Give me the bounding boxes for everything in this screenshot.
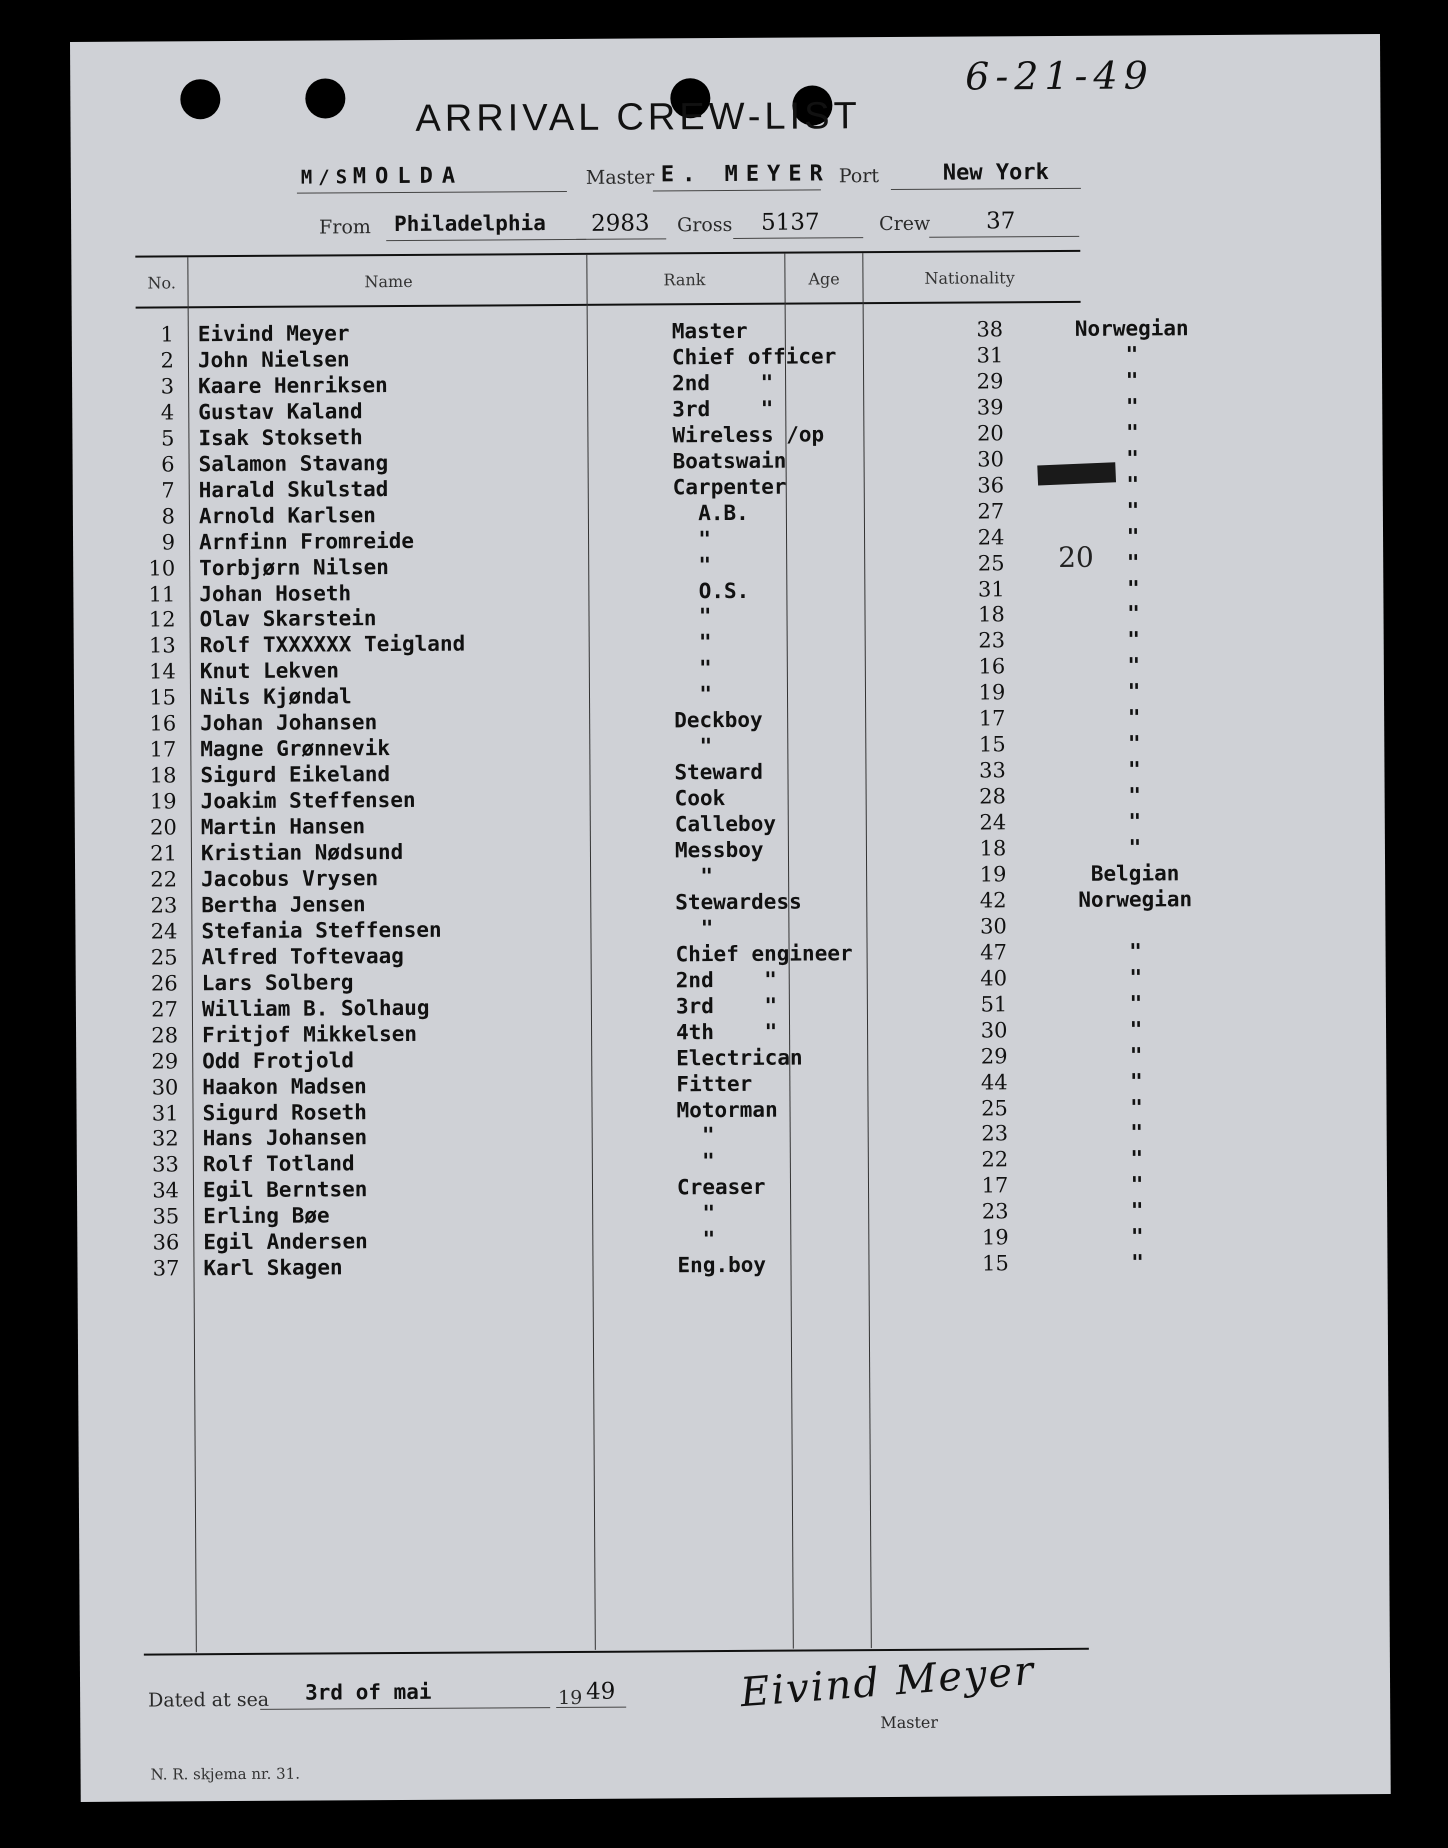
crew-rank: Eng.boy bbox=[677, 1252, 767, 1278]
crew-name: Stefania Steffensen bbox=[201, 917, 442, 944]
crew-number: 22 bbox=[150, 867, 178, 892]
crew-number: 34 bbox=[152, 1178, 180, 1203]
crew-nationality: " bbox=[1127, 679, 1141, 704]
crew-rank: Deckboy bbox=[674, 708, 763, 733]
redaction-mark bbox=[1037, 462, 1116, 485]
crew-rank: " bbox=[677, 1227, 716, 1252]
crew-number: 31 bbox=[151, 1100, 179, 1126]
crew-rank: " bbox=[674, 734, 713, 759]
crew-number: 14 bbox=[149, 659, 176, 684]
crew-name: Kristian Nødsund bbox=[200, 839, 404, 866]
crew-number: 17 bbox=[149, 737, 177, 762]
crew-name: Erling Bøe bbox=[203, 1203, 330, 1229]
crew-nationality: " bbox=[1129, 1043, 1143, 1068]
crew-age: 23 bbox=[981, 1121, 1009, 1146]
crew-age: 16 bbox=[978, 654, 1006, 679]
crew-number: 26 bbox=[150, 971, 178, 996]
crew-name: Sigurd Eikeland bbox=[200, 762, 391, 788]
crew-number: 4 bbox=[160, 400, 175, 425]
crew-number: 25 bbox=[150, 945, 178, 970]
crew-age: 20 bbox=[976, 421, 1004, 446]
crew-age: 15 bbox=[982, 1251, 1009, 1276]
crew-label: Crew bbox=[879, 212, 931, 236]
crew-number: 27 bbox=[151, 997, 178, 1022]
crew-nationality: " bbox=[1128, 835, 1142, 860]
crew-number: 29 bbox=[151, 1048, 179, 1074]
crew-nationality: " bbox=[1130, 1120, 1144, 1145]
crew-age: 22 bbox=[981, 1147, 1009, 1172]
crew-rank: Chief officer bbox=[671, 344, 837, 370]
crew-age: 24 bbox=[979, 810, 1007, 835]
crew-nationality: " bbox=[1126, 420, 1139, 445]
crew-rank: Messboy bbox=[674, 837, 764, 863]
crew-rank: Creaser bbox=[676, 1175, 766, 1200]
crew-name: Egil Andersen bbox=[203, 1229, 368, 1255]
crew-number: 20 bbox=[149, 815, 177, 840]
from-underline bbox=[386, 239, 586, 241]
crew-number: 13 bbox=[148, 633, 176, 658]
gross-underline bbox=[733, 237, 863, 239]
crew-rank: 2nd " bbox=[675, 967, 777, 993]
crew-age: 29 bbox=[976, 369, 1004, 394]
crew-nationality: " bbox=[1129, 965, 1143, 990]
year-underline bbox=[556, 1707, 626, 1708]
crew-name: Lars Solberg bbox=[201, 970, 354, 995]
crew-number: 35 bbox=[152, 1204, 180, 1229]
master-name: E. MEYER bbox=[660, 161, 831, 188]
crew-nationality: " bbox=[1126, 550, 1140, 575]
crew-number: 2 bbox=[160, 348, 175, 373]
crew-age: 18 bbox=[978, 602, 1005, 627]
crew-rank: 4th " bbox=[675, 1019, 778, 1044]
crew-rank: " bbox=[675, 915, 714, 941]
crew-rank: " bbox=[673, 604, 712, 629]
port-label: Port bbox=[838, 165, 880, 188]
dated-label: Dated at sea bbox=[148, 1688, 270, 1712]
received-date-stamp: 6-21-49 bbox=[965, 53, 1154, 99]
crew-number: 18 bbox=[149, 763, 177, 788]
crew-age: 47 bbox=[980, 940, 1008, 965]
crew-name: John Nielsen bbox=[197, 347, 350, 373]
crew-number: 37 bbox=[152, 1256, 180, 1281]
crew-name: Rolf TXXXXXX Teigland bbox=[199, 631, 466, 658]
crew-age: 30 bbox=[980, 1017, 1008, 1043]
crew-nationality: " bbox=[1129, 1017, 1143, 1042]
crew-nationality: " bbox=[1129, 1069, 1143, 1094]
crew-age: 30 bbox=[979, 914, 1007, 939]
vessel-underline bbox=[297, 191, 567, 194]
crew-number: 32 bbox=[151, 1126, 179, 1151]
crew-rank: Cook bbox=[674, 786, 726, 811]
master-signature: Eivind Meyer bbox=[738, 1647, 1037, 1717]
crew-number: 9 bbox=[161, 529, 176, 555]
crew-name: Torbjørn Nilsen bbox=[199, 554, 389, 580]
crew-rank: " bbox=[673, 656, 712, 681]
signature-label: Master bbox=[880, 1712, 939, 1733]
crew-nationality: " bbox=[1127, 705, 1141, 730]
year-value: 49 bbox=[586, 1678, 616, 1705]
crew-rank: Stewardess bbox=[675, 889, 802, 915]
crew-age: 31 bbox=[976, 343, 1004, 368]
crew-name: Salamon Stavang bbox=[198, 450, 389, 476]
crew-number: 12 bbox=[148, 607, 176, 632]
net-value: 2983 bbox=[591, 210, 650, 237]
crew-name: Martin Hansen bbox=[200, 814, 366, 840]
crew-rank: " bbox=[677, 1201, 716, 1226]
crew-name: Odd Frotjold bbox=[202, 1047, 355, 1073]
crew-nationality: " bbox=[1127, 601, 1140, 626]
column-header-nationality: Nationality bbox=[924, 268, 1015, 288]
crew-rank: 2nd " bbox=[672, 370, 774, 396]
from-label: From bbox=[319, 216, 371, 239]
gross-value: 5137 bbox=[761, 209, 820, 236]
crew-nationality: " bbox=[1125, 394, 1139, 419]
crew-nationality: Norwegian bbox=[1078, 887, 1193, 912]
crew-name: Kaare Henriksen bbox=[198, 372, 388, 399]
port-underline bbox=[891, 188, 1081, 190]
crew-number: 36 bbox=[152, 1230, 180, 1255]
crew-rank: " bbox=[676, 1149, 715, 1174]
crew-name: Alfred Toftevaag bbox=[201, 943, 404, 970]
crew-age: 19 bbox=[981, 1225, 1009, 1250]
crew-rank: O.S. bbox=[673, 578, 750, 603]
crew-name: Bertha Jensen bbox=[201, 892, 366, 918]
crew-nationality bbox=[1065, 912, 1205, 913]
crew-nationality: " bbox=[1130, 1224, 1144, 1249]
crew-name: Jacobus Vrysen bbox=[201, 866, 379, 892]
crew-rank: A.B. bbox=[672, 500, 749, 525]
crew-nationality: " bbox=[1127, 731, 1141, 756]
crew-rank: " bbox=[673, 682, 713, 707]
crew-number: 8 bbox=[161, 504, 175, 529]
crew-age: 51 bbox=[980, 991, 1008, 1017]
crew-age: 25 bbox=[981, 1095, 1008, 1120]
crew-name: Hans Johansen bbox=[202, 1125, 368, 1151]
crew-nationality: " bbox=[1126, 498, 1140, 523]
dated-value: 3rd of mai bbox=[305, 1679, 432, 1705]
crew-nationality: " bbox=[1129, 939, 1142, 964]
crew-rank: Wireless /op bbox=[672, 422, 825, 448]
crew-name: Karl Skagen bbox=[203, 1255, 343, 1281]
crew-name: Eivind Meyer bbox=[197, 321, 350, 347]
crew-name: Knut Lekven bbox=[199, 658, 339, 684]
crew-nationality: " bbox=[1129, 991, 1143, 1016]
crew-name: Rolf Totland bbox=[202, 1151, 355, 1177]
crew-nationality: " bbox=[1125, 368, 1139, 393]
crew-nationality: " bbox=[1125, 342, 1139, 367]
crew-name: Nils Kjøndal bbox=[199, 684, 352, 710]
crew-age: 23 bbox=[981, 1199, 1009, 1224]
crew-rank: Boatswain bbox=[672, 448, 787, 474]
crew-number: 6 bbox=[161, 452, 175, 477]
crew-number: 11 bbox=[148, 581, 176, 607]
crew-name: Joakim Steffensen bbox=[200, 787, 416, 814]
crew-age: 19 bbox=[979, 862, 1007, 887]
crew-count: 37 bbox=[986, 208, 1016, 235]
crew-number: 33 bbox=[152, 1152, 179, 1177]
crew-nationality: Belgian bbox=[1090, 861, 1180, 886]
crew-rank: " bbox=[676, 1123, 715, 1148]
master-label: Master bbox=[585, 166, 655, 189]
crew-rank: Carpenter bbox=[672, 474, 787, 500]
crew-age: 29 bbox=[980, 1043, 1008, 1069]
crew-nationality: " bbox=[1127, 653, 1141, 678]
crew-number: 5 bbox=[160, 426, 175, 451]
crew-rank: 3rd " bbox=[672, 396, 774, 422]
crew-number: 19 bbox=[149, 789, 177, 814]
crew-nationality: " bbox=[1126, 446, 1139, 471]
crew-nationality: " bbox=[1127, 627, 1141, 652]
crew-name: Gustav Kaland bbox=[198, 399, 363, 425]
margin-note: 20 bbox=[1058, 540, 1094, 574]
crew-name: Arnold Karlsen bbox=[198, 502, 376, 528]
crew-nationality: " bbox=[1130, 1094, 1143, 1120]
crew-nationality: " bbox=[1128, 783, 1142, 808]
crew-number: 10 bbox=[148, 555, 176, 581]
crew-age: 42 bbox=[979, 888, 1007, 913]
crew-rank: Motorman bbox=[676, 1097, 778, 1122]
crew-nationality: " bbox=[1130, 1172, 1144, 1197]
crew-name: Arnfinn Fromreide bbox=[198, 528, 415, 554]
from-value: Philadelphia bbox=[394, 211, 546, 237]
crew-age: 17 bbox=[978, 706, 1006, 731]
table-top-rule bbox=[135, 250, 1080, 258]
form-reference: N. R. skjema nr. 31. bbox=[150, 1764, 300, 1784]
crew-rank: Master bbox=[671, 318, 748, 344]
crew-number: 30 bbox=[151, 1074, 179, 1100]
crew-age: 30 bbox=[977, 447, 1004, 472]
crew-age: 44 bbox=[980, 1069, 1008, 1095]
crew-age: 28 bbox=[979, 784, 1007, 809]
crew-age: 31 bbox=[977, 576, 1005, 601]
crew-rank: " bbox=[673, 552, 712, 577]
crew-name: Isak Stokseth bbox=[198, 425, 363, 451]
crew-number: 21 bbox=[150, 841, 178, 866]
crew-rank: " bbox=[673, 630, 712, 655]
crew-rank: Electrican bbox=[676, 1045, 803, 1070]
column-header-age: Age bbox=[808, 269, 840, 289]
crew-number: 24 bbox=[150, 919, 178, 944]
crew-name: Haakon Madsen bbox=[202, 1073, 367, 1099]
crew-number: 16 bbox=[149, 711, 177, 736]
crew-number: 1 bbox=[160, 322, 174, 347]
crew-list-document bbox=[70, 34, 1391, 1802]
crew-nationality: " bbox=[1128, 757, 1141, 782]
crew-name: Egil Berntsen bbox=[202, 1177, 368, 1203]
crew-name: Olav Skarstein bbox=[199, 606, 377, 632]
page-title: ARRIVAL CREW-LIST bbox=[415, 95, 861, 140]
crew-age: 39 bbox=[976, 395, 1004, 420]
crew-rank: Fitter bbox=[676, 1071, 753, 1096]
crew-rank: Chief engineer bbox=[675, 941, 853, 967]
crew-name: William B. Solhaug bbox=[201, 995, 430, 1021]
crew-number: 7 bbox=[161, 478, 175, 503]
crew-age: 38 bbox=[976, 317, 1004, 342]
crew-nationality: Norwegian bbox=[1074, 316, 1189, 341]
crew-rank: Calleboy bbox=[674, 811, 777, 837]
crew-age: 23 bbox=[978, 628, 1006, 653]
vessel-name: MOLDA bbox=[352, 163, 465, 190]
crew-rank: Steward bbox=[674, 759, 764, 785]
crew-underline bbox=[929, 236, 1079, 238]
crew-age: 25 bbox=[977, 550, 1005, 576]
column-header-no: No. bbox=[147, 273, 176, 293]
crew-age: 19 bbox=[978, 680, 1006, 705]
crew-number: 15 bbox=[149, 685, 177, 710]
net-underline bbox=[576, 238, 666, 240]
dated-underline bbox=[260, 1707, 550, 1710]
crew-rank: " bbox=[672, 526, 712, 551]
column-header-name: Name bbox=[364, 271, 413, 292]
crew-number: 23 bbox=[150, 893, 178, 918]
table-header-rule bbox=[136, 301, 1081, 309]
crew-age: 27 bbox=[977, 498, 1005, 524]
crew-age: 18 bbox=[979, 836, 1007, 861]
crew-age: 15 bbox=[978, 732, 1006, 757]
crew-nationality: " bbox=[1128, 809, 1142, 834]
crew-nationality: " bbox=[1126, 575, 1140, 601]
crew-nationality: " bbox=[1126, 472, 1140, 497]
port-value: New York bbox=[942, 160, 1049, 186]
crew-name: Fritjof Mikkelsen bbox=[201, 1021, 418, 1047]
crew-nationality: " bbox=[1130, 1198, 1144, 1223]
column-header-rank: Rank bbox=[663, 270, 706, 290]
year-prefix: 19 bbox=[558, 1686, 583, 1710]
crew-name: Johan Hoseth bbox=[199, 580, 352, 606]
master-underline bbox=[653, 189, 821, 191]
crew-name: Sigurd Roseth bbox=[202, 1099, 367, 1125]
vessel-prefix: M/S bbox=[300, 166, 354, 189]
crew-nationality: " bbox=[1131, 1250, 1144, 1275]
crew-nationality: " bbox=[1130, 1146, 1144, 1171]
punch-hole bbox=[305, 78, 345, 118]
crew-number: 3 bbox=[160, 374, 175, 399]
crew-nationality: " bbox=[1126, 524, 1140, 549]
gross-label: Gross bbox=[677, 213, 733, 237]
crew-age: 24 bbox=[977, 524, 1005, 550]
crew-rank: " bbox=[675, 864, 714, 889]
crew-name: Magne Grønnevik bbox=[200, 736, 391, 762]
crew-rank: 3rd " bbox=[675, 993, 778, 1019]
crew-name: Johan Johansen bbox=[200, 710, 378, 736]
punch-hole bbox=[180, 79, 220, 119]
crew-name: Harald Skulstad bbox=[198, 476, 389, 502]
crew-age: 17 bbox=[981, 1173, 1009, 1198]
crew-age: 36 bbox=[977, 472, 1005, 498]
crew-age: 33 bbox=[979, 758, 1006, 783]
crew-age: 40 bbox=[980, 966, 1008, 991]
crew-number: 28 bbox=[151, 1022, 179, 1048]
